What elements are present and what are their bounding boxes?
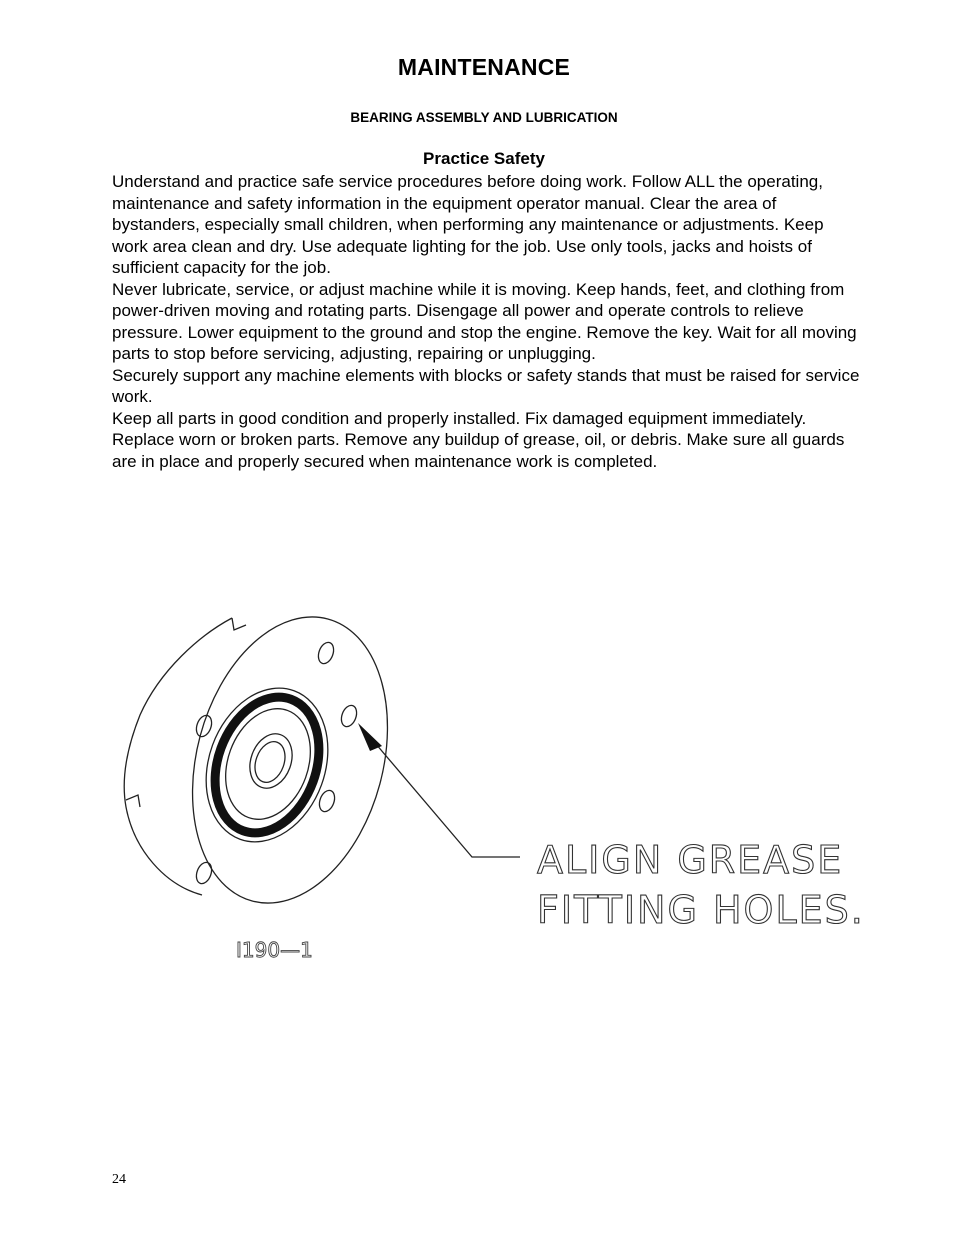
bearing-flange-drawing (110, 595, 870, 970)
figure-id-label: I190—1 (236, 938, 313, 962)
flange-notch-left (126, 795, 140, 807)
inner-bore-rim (243, 728, 300, 794)
bolt-hole (194, 713, 215, 738)
callout-leader-line (370, 737, 520, 857)
page-title: MAINTENANCE (397, 54, 571, 80)
safety-paragraph: Never lubricate, service, or adjust machine while it is moving. Keep hands, feet, and clothing from power-driven moving and rotating parts. Disengage all power and operate controls to relieve pressure. Lower equipment to the ground and stop the engine. Remove the key. Wait for all moving parts to stop before servicing, adjusting, repairing or unplugging. (112, 279, 857, 363)
callout-text-line2: FITTING HOLES. (537, 888, 865, 932)
safety-paragraph: Keep all parts in good condition and properly installed. Fix damaged equipment immediately. Replace worn or broken parts. Remove any buildup of grease, oil, or debris. Make sure all guards are in place and properly secured when maintenance work is completed. (112, 408, 845, 471)
bearing-figure (110, 595, 870, 970)
bolt-hole (316, 640, 337, 665)
page-number: 24 (112, 1172, 126, 1187)
section-subtitle: BEARING ASSEMBLY AND LUBRICATION (350, 110, 618, 125)
flange-notch (232, 618, 246, 630)
bolt-hole (317, 788, 338, 813)
bolt-hole (339, 703, 360, 728)
callout-arrowhead (358, 723, 382, 751)
safety-heading: Practice Safety (423, 149, 545, 168)
safety-body (112, 171, 862, 472)
inner-bore (250, 737, 291, 786)
callout-text-line1: ALIGN GREASE (537, 838, 844, 882)
bolt-hole (194, 860, 215, 885)
flange-front-face (162, 595, 417, 925)
safety-paragraph: Securely support any machine elements with blocks or safety stands that must be raised for service work. (112, 365, 860, 406)
safety-paragraph: Understand and practice safe service procedures before doing work. Follow ALL the operating, maintenance and safety information in the equipment operator manual. Clear the area of bystanders, especially small children, when performing any maintenance or adjustments. Keep work area clean and dry. Use adequate lighting for the job. Use only tools, jacks and hoists of sufficient capacity for the job. (112, 172, 824, 277)
